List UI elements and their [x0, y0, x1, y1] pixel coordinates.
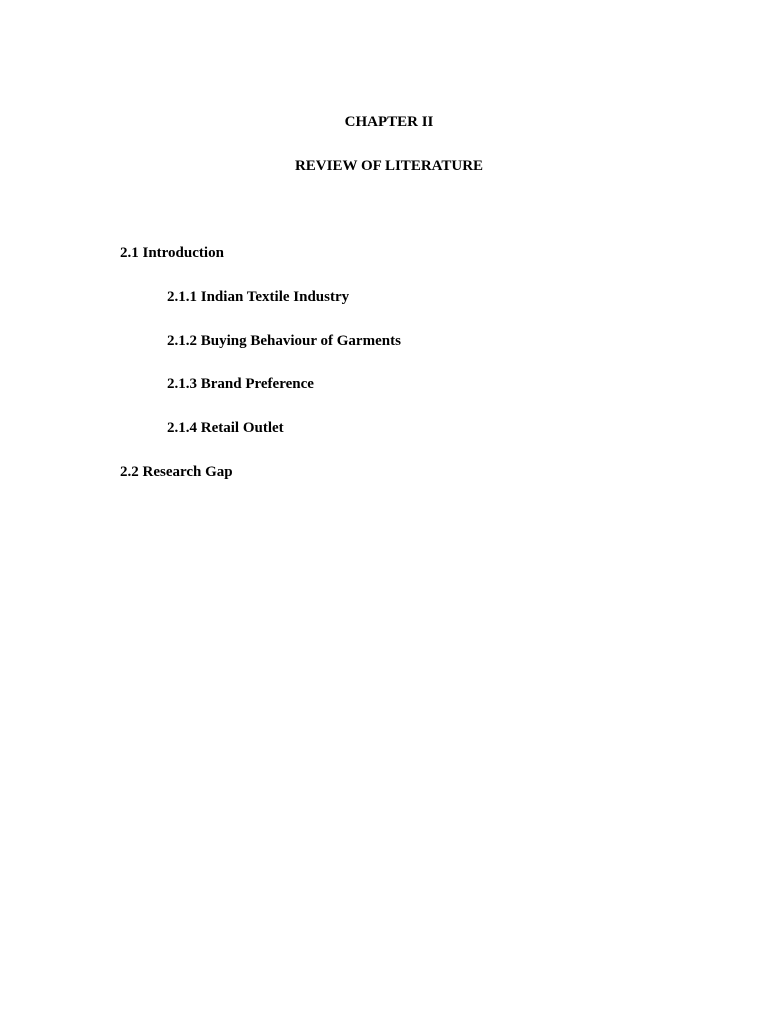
chapter-title: REVIEW OF LITERATURE [294, 158, 484, 174]
toc-item-indian-textile-industry: 2.1.1 Indian Textile Industry [167, 289, 350, 305]
chapter-heading: CHAPTER II [344, 114, 434, 130]
toc-item-research-gap: 2.2 Research Gap [120, 464, 233, 480]
toc-item-introduction: 2.1 Introduction [120, 245, 224, 261]
toc-item-retail-outlet: 2.1.4 Retail Outlet [167, 420, 284, 436]
toc-item-buying-behaviour: 2.1.2 Buying Behaviour of Garments [167, 333, 401, 349]
toc-item-brand-preference: 2.1.3 Brand Preference [167, 376, 314, 392]
